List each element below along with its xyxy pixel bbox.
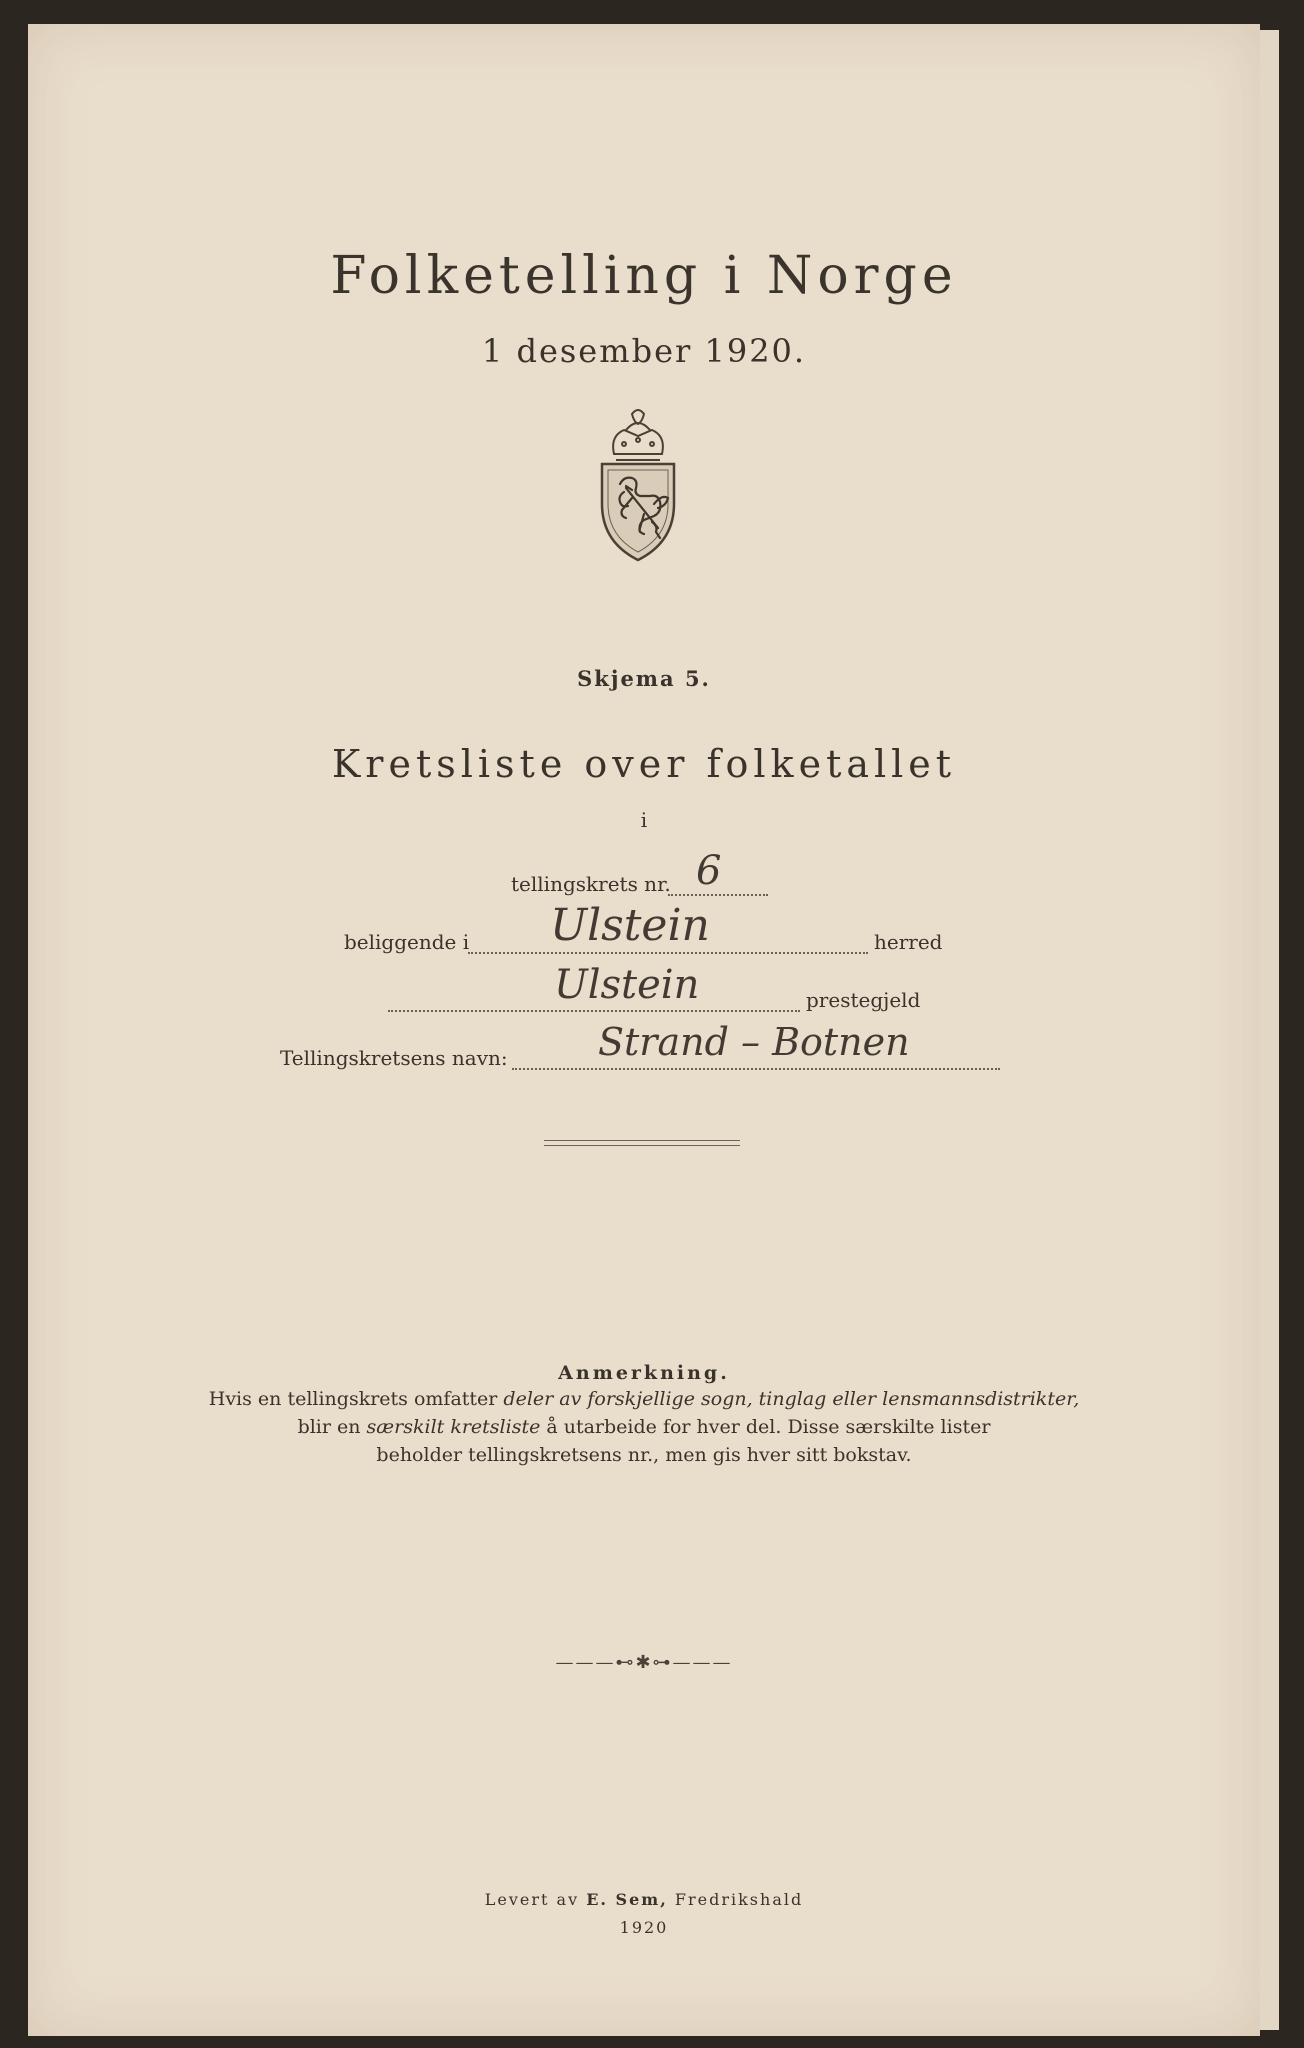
note-line-1-text: Hvis en tellingskrets omfatter: [208, 1388, 504, 1410]
note-line-2: [28, 1416, 1260, 1438]
located-in-label: beliggende i: [344, 930, 470, 954]
prestegjeld-label: prestegjeld: [806, 988, 921, 1012]
note-line-3: beholder tellingskretsens nr., men gis hver sitt bokstav.: [376, 1444, 912, 1466]
printer-place: Fredrikshald: [667, 1890, 804, 1909]
district-name-label: Tellingskretsens navn:: [280, 1046, 508, 1070]
printer-prefix: Levert av: [484, 1890, 587, 1909]
district-name-value: Strand – Botnen: [598, 1020, 910, 1064]
note-heading: Anmerkning.: [558, 1362, 730, 1384]
ornament-divider: ———⊷✱⊶———: [555, 1652, 733, 1673]
herred-line: [468, 952, 868, 954]
printer-year: 1920: [619, 1918, 669, 1937]
connector-word: i: [640, 808, 648, 832]
district-number-label: tellingskrets nr.: [511, 872, 671, 896]
note-line-2-text-a: blir en: [297, 1416, 367, 1438]
note-line-2-text-b: å utarbeide for hver del. Disse særskilte lister: [540, 1416, 991, 1438]
form-heading: Kretsliste over folketallet: [331, 742, 957, 786]
document-title: Folketelling i Norge: [330, 246, 958, 306]
note-line-1-emphasis: deler av forskjellige sogn, tinglag eller lensmannsdistrikter,: [503, 1388, 1080, 1410]
district-name-line: [512, 1068, 1000, 1070]
form-number: Skjema 5.: [577, 666, 711, 691]
prestegjeld-value: Ulstein: [554, 962, 700, 1008]
section-divider: [544, 1140, 740, 1146]
printer-credit: [28, 1890, 1260, 1909]
herred-value: Ulstein: [550, 900, 710, 951]
norwegian-coat-of-arms-icon: [588, 404, 688, 564]
district-number-line: [668, 894, 768, 896]
district-number-value: 6: [696, 848, 722, 894]
herred-label: herred: [874, 930, 943, 954]
census-form-page: [28, 24, 1260, 2036]
prestegjeld-line: [388, 1010, 800, 1012]
note-line-1: [28, 1388, 1260, 1410]
printer-name: E. Sem,: [586, 1890, 668, 1909]
census-date: 1 desember 1920.: [481, 332, 807, 370]
note-line-2-emphasis: særskilt kretsliste: [366, 1416, 541, 1438]
